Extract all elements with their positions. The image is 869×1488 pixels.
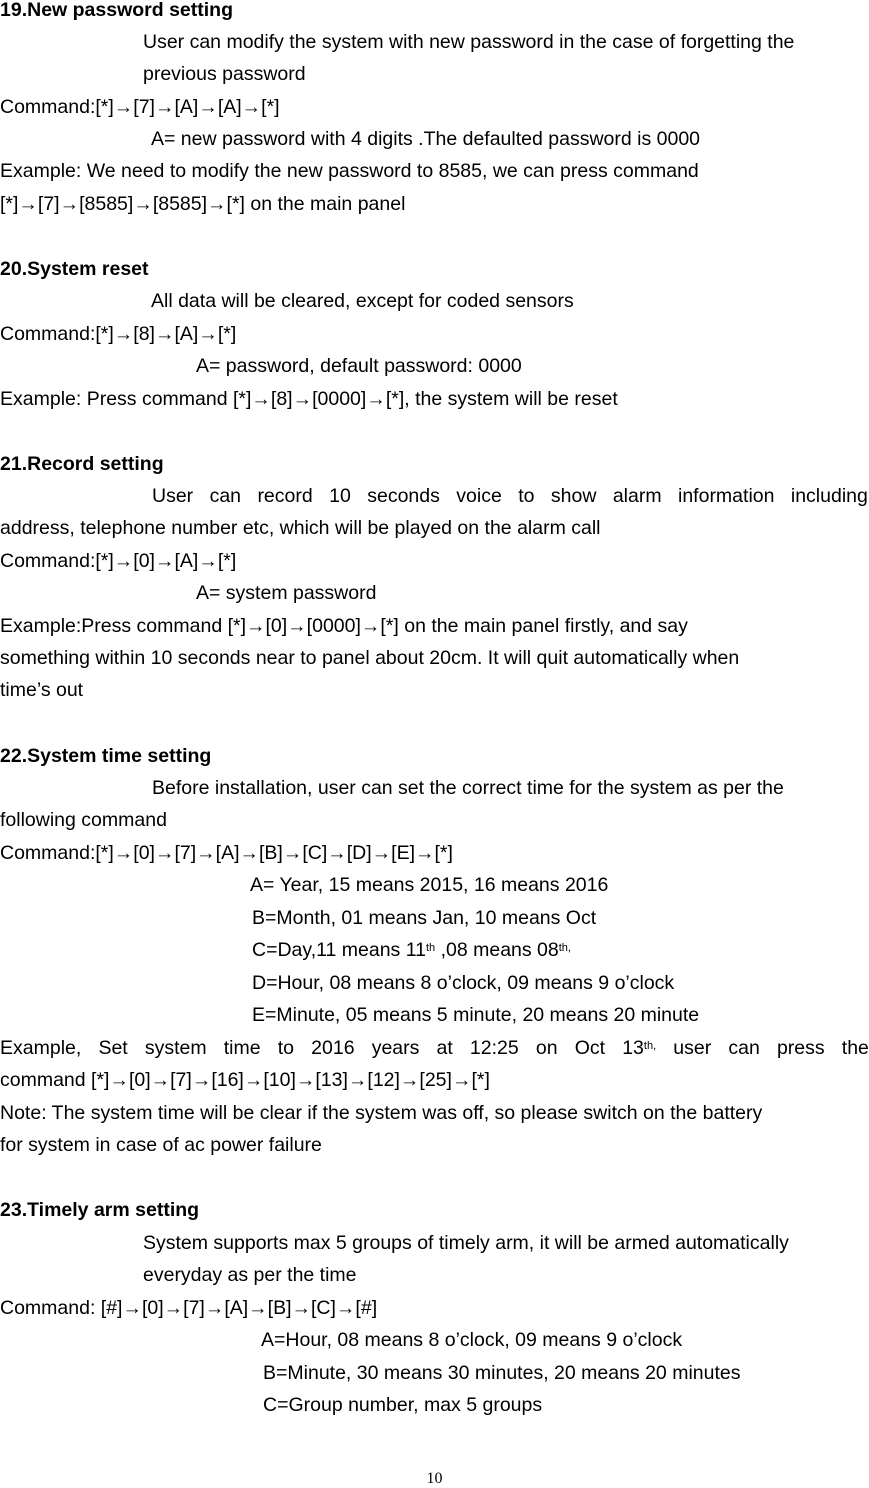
section-19-desc-line2: previous password bbox=[143, 63, 306, 85]
word: can bbox=[728, 1037, 760, 1059]
section-22-desc-line2: following command bbox=[0, 809, 167, 831]
word: system bbox=[144, 1037, 207, 1059]
section-22-title: 22.System time setting bbox=[0, 745, 212, 767]
word: 12:25 bbox=[469, 1037, 519, 1059]
param-c-sup1: th bbox=[425, 942, 436, 954]
section-23-desc-line1: System supports max 5 groups of timely arm, it will be armed automatically bbox=[143, 1232, 789, 1254]
word: at bbox=[436, 1037, 453, 1059]
section-22-param-d: D=Hour, 08 means 8 o’clock, 09 means 9 o’clock bbox=[252, 972, 675, 994]
word: show bbox=[550, 485, 597, 507]
section-23-param-c: C=Group number, max 5 groups bbox=[263, 1394, 543, 1416]
word: Set bbox=[98, 1037, 128, 1059]
section-20-param-a: A= password, default password: 0000 bbox=[196, 355, 522, 377]
section-19-example-line1: Example: We need to modify the new password to 8585, we can press command bbox=[0, 160, 699, 182]
word: information bbox=[678, 485, 775, 507]
word: to bbox=[277, 1037, 295, 1059]
word: seconds bbox=[367, 485, 440, 507]
section-23-command: Command: [#]→[0]→[7]→[A]→[B]→[C]→[#] bbox=[0, 1297, 378, 1319]
page-number: 10 bbox=[426, 1470, 443, 1487]
section-21-example-line1: Example:Press command [*]→[0]→[0000]→[*] on the main panel firstly, and say bbox=[0, 615, 688, 637]
section-23-param-a: A=Hour, 08 means 8 o’clock, 09 means 9 o’clock bbox=[261, 1329, 683, 1351]
word: time bbox=[223, 1037, 261, 1059]
section-19-param-a: A= new password with 4 digits .The defaulted password is 0000 bbox=[151, 128, 701, 150]
section-21-example-line3: time’s out bbox=[0, 679, 84, 701]
section-22-param-c bbox=[252, 939, 571, 961]
param-c-text2: ,08 means 08 bbox=[435, 939, 559, 961]
word: User bbox=[152, 485, 194, 507]
section-22-example-line2: command [*]→[0]→[7]→[16]→[10]→[13]→[12]→[25]→[*] bbox=[0, 1069, 490, 1091]
word: the bbox=[841, 1037, 869, 1059]
section-22-note-line1: Note: The system time will be clear if the system was off, so please switch on the battery bbox=[0, 1102, 763, 1124]
section-19-command: Command:[*]→[7]→[A]→[A]→[*] bbox=[0, 96, 280, 118]
section-21-desc-line1 bbox=[152, 485, 868, 507]
section-23-param-b: B=Minute, 30 means 30 minutes, 20 means 20 minutes bbox=[263, 1362, 741, 1384]
word: voice bbox=[456, 485, 502, 507]
word: record bbox=[257, 485, 313, 507]
section-19-example-line2: [*]→[7]→[8585]→[8585]→[*] on the main panel bbox=[0, 193, 406, 215]
word: including bbox=[790, 485, 868, 507]
section-19-title: 19.New password setting bbox=[0, 0, 233, 21]
word: user bbox=[673, 1037, 712, 1059]
section-22-param-a: A= Year, 15 means 2015, 16 means 2016 bbox=[250, 874, 609, 896]
section-19-desc-line1: User can modify the system with new password in the case of forgetting the bbox=[143, 31, 795, 53]
word: years bbox=[371, 1037, 420, 1059]
section-22-command: Command:[*]→[0]→[7]→[A]→[B]→[C]→[D]→[E]→[*] bbox=[0, 842, 453, 864]
section-20-example: Example: Press command [*]→[8]→[0000]→[*], the system will be reset bbox=[0, 388, 618, 410]
word: alarm bbox=[612, 485, 662, 507]
section-21-example-line2: something within 10 seconds near to panel about 20cm. It will quit automatically when bbox=[0, 647, 740, 669]
word: 10 bbox=[329, 485, 351, 507]
section-21-command: Command:[*]→[0]→[A]→[*] bbox=[0, 550, 237, 572]
word: to bbox=[518, 485, 535, 507]
word: can bbox=[209, 485, 242, 507]
section-20-desc: All data will be cleared, except for coded sensors bbox=[151, 290, 574, 312]
section-23-desc-line2: everyday as per the time bbox=[143, 1264, 357, 1286]
day-number: 13 bbox=[622, 1037, 644, 1059]
param-c-sup2: th, bbox=[558, 942, 571, 954]
day-sup: th, bbox=[643, 1040, 657, 1052]
word bbox=[622, 1037, 656, 1059]
word: on bbox=[535, 1037, 558, 1059]
word: press bbox=[776, 1037, 825, 1059]
section-22-param-e: E=Minute, 05 means 5 minute, 20 means 20 minute bbox=[252, 1004, 700, 1026]
word: 2016 bbox=[311, 1037, 355, 1059]
section-21-title: 21.Record setting bbox=[0, 453, 164, 475]
section-20-title: 20.System reset bbox=[0, 258, 149, 280]
section-22-example-line1 bbox=[0, 1037, 869, 1059]
section-22-param-b: B=Month, 01 means Jan, 10 means Oct bbox=[252, 907, 597, 929]
section-22-note-line2: for system in case of ac power failure bbox=[0, 1134, 322, 1156]
word: Oct bbox=[574, 1037, 606, 1059]
section-21-desc-line2: address, telephone number etc, which will be played on the alarm call bbox=[0, 517, 601, 539]
param-c-text: C=Day,11 means 11 bbox=[252, 939, 426, 961]
section-20-command: Command:[*]→[8]→[A]→[*] bbox=[0, 323, 237, 345]
section-21-param-a: A= system password bbox=[196, 582, 377, 604]
section-22-desc-line1: Before installation, user can set the correct time for the system as per the bbox=[152, 777, 784, 799]
section-23-title: 23.Timely arm setting bbox=[0, 1199, 200, 1221]
word: Example, bbox=[0, 1037, 82, 1059]
